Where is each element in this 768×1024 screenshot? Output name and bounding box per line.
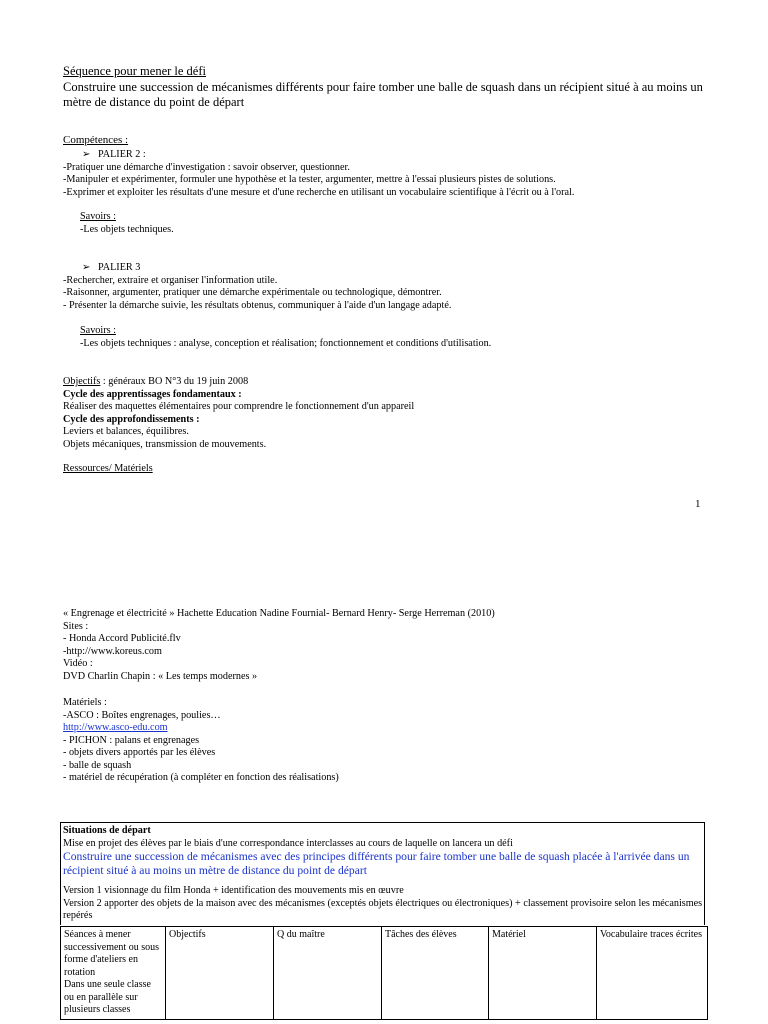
materiel-item: - balle de squash <box>63 759 132 771</box>
materiel-item: - matériel de récupération (à compléter en fonction des réalisations) <box>63 772 339 783</box>
palier2-savoirs <box>63 211 713 236</box>
asco-link[interactable]: http://www.asco-edu.com <box>63 722 168 733</box>
palier3-item: - Présenter la démarche suivie, les résultats obtenus, communiquer à l'aide d'un langage adapté. <box>63 299 452 311</box>
situations-heading: Situations de départ <box>63 825 151 836</box>
table-header-cell: Séances à mener successivement ou sous forme d'ateliers en rotation Dans une seule classe ou en parallèle sur plusieurs classes <box>61 927 166 1020</box>
sequence-table <box>60 926 708 1020</box>
table-header-cell: Q du maître <box>274 927 382 1020</box>
page-number: 1 <box>695 498 701 510</box>
table-header-cell: Objectifs <box>166 927 274 1020</box>
table-header-cell: Matériel <box>489 927 597 1020</box>
savoirs-label: Savoirs : <box>80 211 116 222</box>
table-row <box>61 927 708 1020</box>
sequence-intro: Construire une succession de mécanismes différents pour faire tomber une balle de squash dans un récipient situé à au moins un mètre de distance du point de départ <box>63 80 703 109</box>
challenge-text: Construire une succession de mécanismes avec des principes différents pour faire tomber une balle de squash placée à l'arrivée dans un récipient situé à au moins un mètre de distance du point de départ <box>63 850 690 877</box>
situations-line: Mise en projet des élèves par le biais d'une correspondance interclasses au cours de laquelle on lancera un défi <box>63 837 513 849</box>
video-item: DVD Charlin Chapin : « Les temps modernes » <box>63 670 258 682</box>
palier2-item: -Exprimer et exploiter les résultats d'une mesure et d'une recherche en utilisant un vocabulaire scientifique à l'écrit ou à l'oral. <box>63 186 575 198</box>
table-header-cell: Vocabulaire traces écrites <box>597 927 708 1020</box>
cycle-fondamentaux-text: Réaliser des maquettes élémentaires pour comprendre le fonctionnement d'un appareil <box>63 401 415 412</box>
objectifs-line: Objectifs : généraux BO N°3 du 19 juin 2008 <box>63 376 249 387</box>
cycle-approfondissements-label: Cycle des approfondissements : <box>63 413 200 425</box>
savoirs-item: -Les objets techniques. <box>80 223 174 235</box>
palier3-item: -Rechercher, extraire et organiser l'information utile. <box>63 274 278 286</box>
version1-text: Version 1 visionnage du film Honda + identification des mouvements mis en œuvre <box>63 885 404 896</box>
palier2-item: -Manipuler et expérimenter, formuler une hypothèse et la tester, argumenter, mettre à l'essai plusieurs pistes de solutions. <box>63 174 556 185</box>
book-reference: « Engrenage et électricité » Hachette Education Nadine Fournial- Bernard Henry- Serge Herreman (2010) <box>63 608 495 619</box>
objectifs-block <box>63 376 713 451</box>
cycle-line: Objets mécaniques, transmission de mouvements. <box>63 438 267 450</box>
palier3-item: -Raisonner, argumenter, pratiquer une démarche expérimentale ou technologique, démontrer. <box>63 287 442 298</box>
version2-text: Version 2 apporter des objets de la maison avec des mécanismes (exceptés objets électriques ou électroniques) + classement provisoire selon les mécanismes repérés <box>63 897 703 921</box>
site-item: -http://www.koreus.com <box>63 645 162 657</box>
references-block <box>63 608 713 683</box>
palier3-savoirs <box>63 325 713 350</box>
palier2-label: ➢ PALIER 2 : <box>82 149 146 160</box>
sequence-heading: Séquence pour mener le défi <box>63 64 206 78</box>
video-label: Vidéo : <box>63 658 93 669</box>
palier2-block <box>63 149 713 199</box>
ressources-heading: Ressources/ Matériels <box>63 463 153 474</box>
savoirs-label: Savoirs : <box>80 325 116 336</box>
competences-heading: Compétences : <box>63 134 129 146</box>
cycle-line: Leviers et balances, équilibres. <box>63 426 189 437</box>
situations-box <box>60 822 705 925</box>
savoirs-item: -Les objets techniques : analyse, conception et réalisation; fonctionnement et conditions d'utilisation. <box>80 337 492 349</box>
palier2-item: -Pratiquer une démarche d'investigation : savoir observer, questionner. <box>63 161 350 173</box>
materiel-item: - PICHON : palans et engrenages <box>63 734 200 746</box>
sites-label: Sites : <box>63 620 89 632</box>
cycle-fondamentaux-label: Cycle des apprentissages fondamentaux : <box>63 388 242 400</box>
materiel-item: -ASCO : Boîtes engrenages, poulies… <box>63 709 221 721</box>
site-item: - Honda Accord Publicité.flv <box>63 633 181 644</box>
table-header-cell: Tâches des élèves <box>382 927 489 1020</box>
materiels-block <box>63 697 713 785</box>
materiel-item: - objets divers apportés par les élèves <box>63 747 216 758</box>
palier3-label: ➢ PALIER 3 <box>82 262 141 273</box>
arrow-bullet-icon: ➢ <box>82 262 91 273</box>
palier3-block <box>63 262 713 312</box>
materiels-label: Matériels : <box>63 697 107 708</box>
arrow-bullet-icon: ➢ <box>82 149 91 160</box>
